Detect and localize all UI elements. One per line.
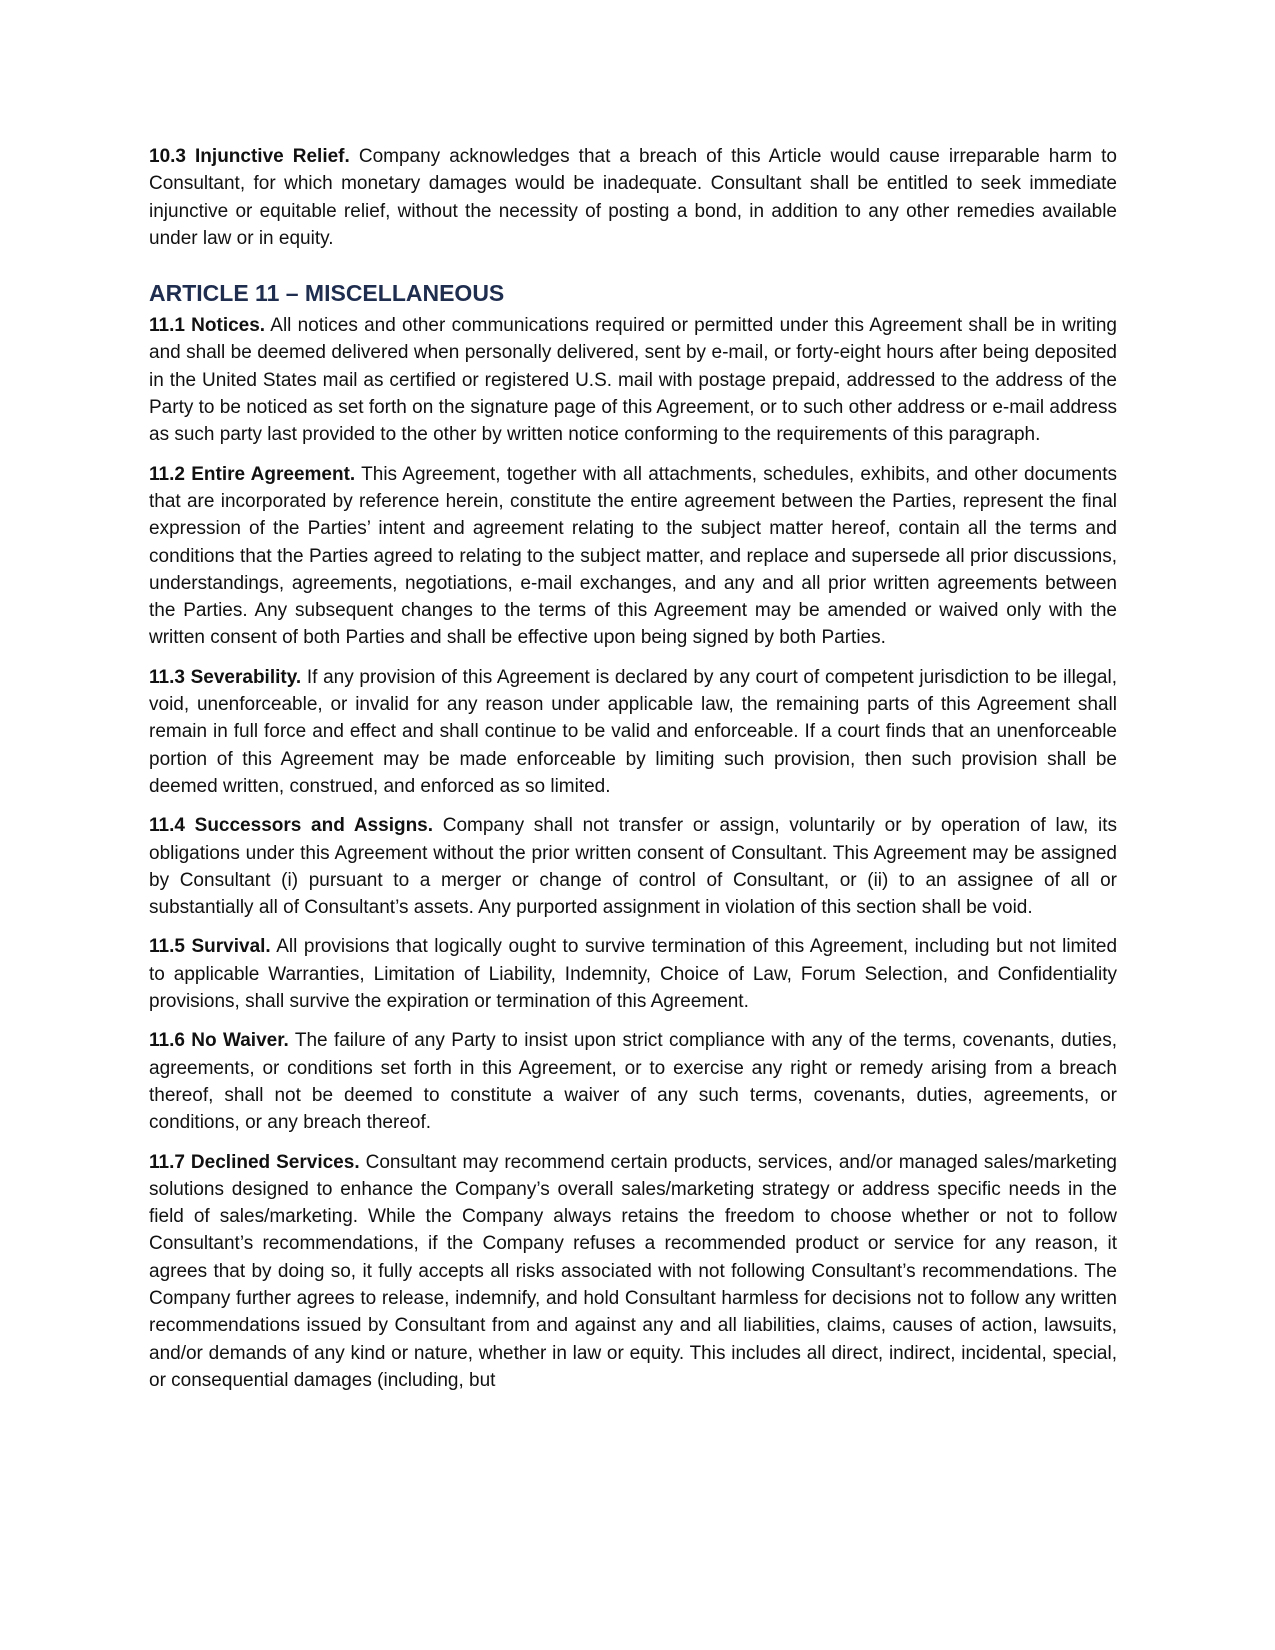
section-11-2 [149, 461, 1117, 652]
section-11-5 [149, 933, 1117, 1015]
section-text: All provisions that logically ought to survive termination of this Agreement, including but not limited to applicable Warranties, Limitation of Liability, Indemnity, Choice of Law, Forum Selection, and Confidentiality provisions, shall survive the expiration or termination of this Agreement. [149, 936, 1118, 1013]
section-text: This Agreement, together with all attachments, schedules, exhibits, and other documents that are incorporated by reference herein, constitute the entire agreement between the Parties, represent the final expression of the Parties’ intent and agreement relating to the subject matter hereof, contain all the terms and conditions that the Parties agreed to relating to the subject matter, and replace and supersede all prior discussions, understandings, agreements, negotiations, e-mail exchanges, and any and all prior written agreements between the Parties. Any subsequent changes to the terms of this Agreement may be amended or waived only with the written consent of both Parties and shall be effective upon being signed by both Parties. [149, 463, 1117, 649]
section-text: Consultant may recommend certain products, services, and/or managed sales/marketing solutions designed to enhance the Company’s overall sales/marketing strategy or address specific needs in the field of sales/marketing. While the Company always retains the freedom to choose whether or not to follow Consultant’s recommendations, if the Company refuses a recommended product or service for any reason, it agrees that by doing so, it fully accepts all risks associated with not following Consultant’s recommendations. The Company further agrees to release, indemnify, and hold Consultant harmless for decisions not to follow any written recommendations issued by Consultant from and against any and all liabilities, claims, causes of action, lawsuits, and/or demands of any kind or nature, whether in law or equity. This includes all direct, indirect, incidental, special, or consequential damages (including, but [149, 1151, 1117, 1391]
section-text: Company acknowledges that a breach of this Article would cause irreparable harm to Consultant, for which monetary damages would be inadequate. Consultant shall be entitled to seek immediate injunctive or equitable relief, without the necessity of posting a bond, in addition to any other remedies available under law or in equity. [149, 146, 1117, 249]
section-11-1 [149, 312, 1117, 448]
section-11-6 [149, 1027, 1117, 1136]
section-11-7 [149, 1149, 1117, 1395]
section-title: 10.3 Injunctive Relief. [149, 146, 350, 167]
section-text: If any provision of this Agreement is declared by any court of competent jurisdiction to be illegal, void, unenforceable, or invalid for any reason under applicable law, the remaining parts of this Agreement shall remain in full force and effect and shall continue to be valid and enforceable. If a court finds that an unenforceable portion of this Agreement may be made enforceable by limiting such provision, then such provision shall be deemed written, construed, and enforced as so limited. [149, 666, 1118, 797]
section-11-3 [149, 664, 1117, 800]
section-10-3 [149, 143, 1117, 252]
section-text: All notices and other communications required or permitted under this Agreement shall be in writing and shall be deemed delivered when personally delivered, sent by e-mail, or forty-eight hours after being deposited in the United States mail as certified or registered U.S. mail with postage prepaid, addressed to the address of the Party to be noticed as set forth on the signature page of this Agreement, or to such other address or e-mail address as such party last provided to the other by written notice conforming to the requirements of this paragraph. [149, 315, 1118, 446]
section-title: 11.1 Notices. [149, 315, 266, 337]
section-title: 11.3 Severability. [149, 666, 302, 688]
section-text: The failure of any Party to insist upon strict compliance with any of the terms, covenants, duties, agreements, or conditions set forth in this Agreement, or to exercise any right or remedy arising from a breach thereof, shall not be deemed to constitute a waiver of any such terms, covenants, duties, agreements, or conditions, or any breach thereof. [149, 1030, 1117, 1134]
article-heading: ARTICLE 11 – MISCELLANEOUS [149, 280, 505, 307]
section-text: Company shall not transfer or assign, voluntarily or by operation of law, its obligations under this Agreement without the prior written consent of Consultant. This Agreement may be assigned by Consultant (i) pursuant to a merger or change of control of Consultant, or (ii) to an assignee of all or substantially all of Consultant’s assets. Any purported assignment in violation of this section shall be void. [149, 815, 1117, 919]
section-title: 11.2 Entire Agreement. [149, 463, 356, 485]
section-title: 11.5 Survival. [149, 936, 271, 958]
section-title: 11.6 No Waiver. [149, 1030, 289, 1052]
section-11-4 [149, 812, 1117, 921]
section-title: 11.4 Successors and Assigns. [149, 815, 434, 837]
document-page [149, 143, 1117, 1406]
section-title: 11.7 Declined Services. [149, 1151, 360, 1173]
